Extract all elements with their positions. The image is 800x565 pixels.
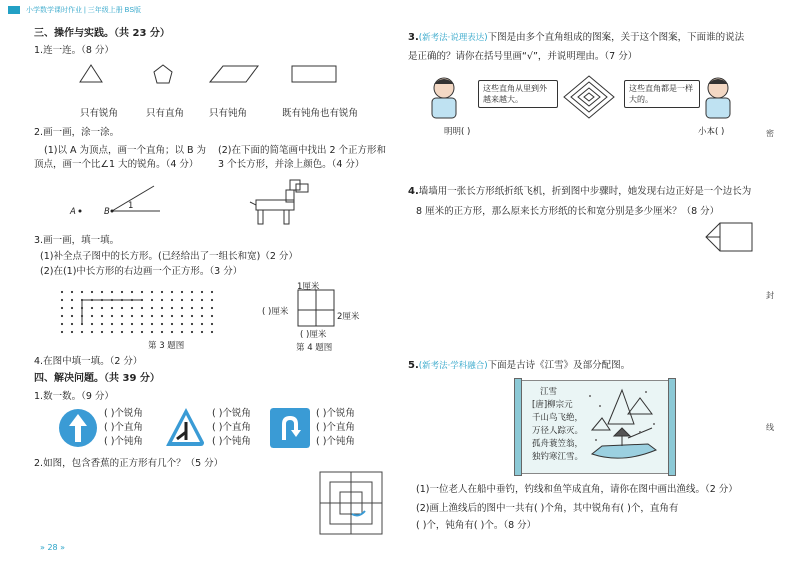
grid-dot [71, 291, 73, 293]
grid-dot [101, 323, 103, 325]
grid-dot [151, 299, 153, 301]
grid-dot [81, 331, 83, 333]
grid-dot [131, 307, 133, 309]
u-turn-sign-icon [270, 408, 310, 448]
grid-dot [121, 331, 123, 333]
grid-dot [151, 307, 153, 309]
grid-dot [191, 307, 193, 309]
q1-title: 1.连一连。（8 分） [34, 45, 114, 56]
grid-dot [181, 299, 183, 301]
r-q5-sub1: (1)一位老人在船中垂钓，钓线和鱼竿成直角，请你在图中画出渔线。（2 分） [416, 484, 738, 495]
grid-dot [201, 299, 203, 301]
grid-dot [61, 299, 63, 301]
name-mingming: 明明( ) [444, 127, 471, 137]
grid-dot [161, 331, 163, 333]
grid-dot [131, 315, 133, 317]
r-q4-num: 4. [408, 186, 419, 197]
grid-dot [141, 307, 143, 309]
grid-dot [71, 331, 73, 333]
grid-dot [211, 307, 213, 309]
q2b-line1: (2)在下面的简笔画中找出 2 个正方形和 [218, 145, 387, 156]
r-q5-text: 下面是古诗《江雪》及部分配图。 [487, 360, 631, 371]
parallelogram-shape [210, 66, 258, 82]
point-b-label: B [104, 207, 110, 217]
grid-dot [191, 291, 193, 293]
grid-dot [181, 291, 183, 293]
poem-title: 江雪 [540, 387, 558, 397]
grid-dot [111, 291, 113, 293]
r-q5-sub2b: ( )个，钝角有( )个。（8 分） [416, 520, 537, 531]
sign2-acute: ( )个锐角 [212, 408, 251, 419]
grid-dot [171, 323, 173, 325]
q3-title: 3.画一画，填一填。 [34, 235, 120, 246]
left-length: ( )厘米 [262, 307, 289, 317]
grid-dot [181, 331, 183, 333]
grid-dot [181, 307, 183, 309]
grid-dot [91, 323, 93, 325]
p2-title: 2.如图，包含香蕉的正方形有几个？（5 分） [34, 458, 224, 469]
sign1-obtuse: ( )个钝角 [104, 436, 143, 447]
sign1-acute: ( )个锐角 [104, 408, 143, 419]
grid-dot [101, 315, 103, 317]
grid-dot [151, 291, 153, 293]
rectangle-shape [292, 66, 336, 82]
grid-dot [101, 291, 103, 293]
q3-line2: (2)在(1)中长方形的右边画一个正方形。（3 分） [40, 266, 243, 277]
q2-title: 2.画一画，涂一涂。 [34, 127, 120, 138]
junction-sign-icon [164, 406, 204, 446]
grid-dot [111, 331, 113, 333]
dog-figure [246, 178, 312, 226]
grid-dot [201, 331, 203, 333]
grid-dot [201, 323, 203, 325]
grid-dot [141, 291, 143, 293]
grid-dot [161, 315, 163, 317]
angle-1-label: 1 [128, 201, 134, 211]
page-number-value: 28 [47, 543, 58, 552]
grid-dot [171, 315, 173, 317]
grid-dot [141, 331, 143, 333]
p1-title: 1.数一数。（9 分） [34, 391, 114, 402]
grid-dot [171, 291, 173, 293]
grid-dot [111, 315, 113, 317]
fig3-caption: 第 3 题图 [148, 341, 185, 351]
sign3-right: ( )个直角 [316, 422, 355, 433]
header-text: 小学数学课时作业 | 三年级上册 BS版 [26, 7, 141, 14]
grid-dot [151, 315, 153, 317]
triangle-shape [80, 65, 102, 82]
boat-fisherman-illustration [582, 384, 664, 468]
grid-dot [211, 291, 213, 293]
grid-dot [71, 299, 73, 301]
grid-dot [61, 331, 63, 333]
grid-dot [211, 299, 213, 301]
grid-dot [191, 331, 193, 333]
pentagon-shape [154, 65, 172, 83]
grid-dot [161, 291, 163, 293]
grid-dot [121, 307, 123, 309]
r-q5-tag: (新考法·学科融合) [418, 361, 488, 371]
sign1-right: ( )个直角 [104, 422, 143, 433]
grid-dot [71, 323, 73, 325]
q2b-line2: 3 个长方形，并涂上颜色。（4 分） [218, 159, 365, 170]
grid-dot [181, 323, 183, 325]
grid-dot [181, 315, 183, 317]
sign2-right: ( )个直角 [212, 422, 251, 433]
banana-grid-figure [318, 470, 384, 536]
bubble-left: 这些直角从里到外越来越大。 [478, 80, 558, 108]
grid-dot [61, 323, 63, 325]
q1-label-right: 只有直角 [146, 108, 185, 119]
side-label-1: 密 [766, 129, 774, 138]
q1-label-acute: 只有锐角 [80, 108, 119, 119]
q1-label-mixed: 既有钝角也有锐角 [282, 108, 359, 119]
point-a-label: A [70, 207, 76, 217]
r-q3-line2: 是正确的？请你在括号里画“√”，并说明理由。（7 分） [408, 51, 638, 62]
sign3-obtuse: ( )个钝角 [316, 436, 355, 447]
q1-label-obtuse: 只有钝角 [209, 108, 248, 119]
top-length: 1厘米 [297, 282, 320, 292]
r-q4-line1 [408, 186, 751, 198]
grid-dot [191, 323, 193, 325]
q1-shapes [60, 62, 360, 86]
grid-dot [101, 307, 103, 309]
grid-dot [61, 315, 63, 317]
right-angle-pattern [560, 72, 618, 122]
q4-title: 4.在图中填一填。（2 分） [34, 356, 143, 367]
grid-dot [161, 323, 163, 325]
grid-dot [151, 331, 153, 333]
r-q5-line [408, 360, 630, 372]
grid-dot [201, 307, 203, 309]
poem-author: [唐]柳宗元 [532, 400, 573, 410]
grid-dot [91, 315, 93, 317]
banana-icon [352, 511, 365, 515]
grid-dot [211, 331, 213, 333]
grid-dot [111, 307, 113, 309]
r-q4-line2: 8 厘米的正方形，那么原来长方形纸的长和宽分别是多少厘米？（8 分） [416, 206, 720, 217]
grid-dot [161, 299, 163, 301]
right-length: 2厘米 [337, 312, 360, 322]
r-q4-text1: 墙墙用一张长方形纸折纸飞机，折到图中步骤时，她发现右边正好是一个边长为 [418, 186, 752, 197]
grid-dot [141, 315, 143, 317]
scroll-right-rod [668, 378, 676, 476]
r-q3-num: 3. [408, 32, 419, 43]
q2a-line1: (1)以 A 为顶点，画一个直角；以 B 为 [44, 145, 207, 156]
fig4-caption: 第 4 题图 [296, 343, 333, 353]
name-xiaoben: 小本( ) [698, 127, 725, 137]
side-label-2: 封 [766, 291, 774, 300]
grid-dot [121, 291, 123, 293]
grid-dot [191, 299, 193, 301]
poem-line3: 孤舟蓑笠翁， [532, 439, 584, 449]
scroll-left-rod [514, 378, 522, 476]
sign3-acute: ( )个锐角 [316, 408, 355, 419]
boy-xiaoben-icon [698, 72, 740, 122]
bubble-right: 这些直角都是一样大的。 [624, 80, 700, 108]
grid-dot [61, 291, 63, 293]
grid-dot [171, 307, 173, 309]
q3-line1: (1)补全点子图中的长方形。(已经给出了一组长和宽)（2 分） [40, 251, 298, 262]
grid-dot [131, 291, 133, 293]
grid-dot [101, 331, 103, 333]
grid-dot [71, 315, 73, 317]
dot-grid [58, 288, 228, 338]
bottom-length: ( )厘米 [300, 330, 327, 340]
q2a-line2: 顶点，画一个比∠1 大的锐角。（4 分） [34, 159, 199, 170]
grid-dot [91, 331, 93, 333]
r-q5-num: 5. [408, 360, 419, 371]
poem-line1: 千山鸟飞绝， [532, 413, 584, 423]
angle-figure [70, 178, 170, 218]
paper-plane-figure [704, 220, 754, 254]
sign2-obtuse: ( )个钝角 [212, 436, 251, 447]
grid-dot [191, 315, 193, 317]
poem-line2: 万径人踪灭。 [532, 426, 584, 436]
r-q5-sub2a: (2)画上渔线后的图中一共有( )个角，其中锐角有( )个，直角有 [416, 503, 679, 514]
grid-dot [81, 291, 83, 293]
grid-dot [201, 315, 203, 317]
header-badge [8, 6, 20, 14]
grid-dot [161, 307, 163, 309]
grid-dot [131, 323, 133, 325]
side-label-3: 线 [766, 423, 774, 432]
grid-dot [121, 323, 123, 325]
grid-dot [141, 323, 143, 325]
rect-square-figure [296, 288, 340, 330]
grid-dot [171, 331, 173, 333]
up-arrow-sign-icon [58, 408, 98, 448]
grid-dot [121, 315, 123, 317]
grid-dot [171, 299, 173, 301]
grid-dot [211, 315, 213, 317]
grid-dot [211, 323, 213, 325]
r-q3-line1 [408, 32, 744, 44]
page-number: » 28 » [40, 543, 66, 552]
grid-dot [111, 323, 113, 325]
grid-dot [71, 307, 73, 309]
section4-title: 四、解决问题。（共 39 分） [34, 373, 160, 384]
r-q3-tag: (新考法·说理表达) [418, 33, 488, 43]
boy-mingming-icon [424, 72, 466, 122]
grid-dot [91, 307, 93, 309]
poem-line4: 独钓寒江雪。 [532, 452, 584, 462]
grid-dot [131, 331, 133, 333]
grid-dot [61, 307, 63, 309]
r-q3-text1: 下图是由多个直角组成的图案，关于这个图案，下面谁的说法 [487, 32, 745, 43]
grid-dot [91, 291, 93, 293]
section3-title: 三、操作与实践。（共 23 分） [34, 28, 170, 39]
grid-dot [151, 323, 153, 325]
grid-dot [201, 291, 203, 293]
